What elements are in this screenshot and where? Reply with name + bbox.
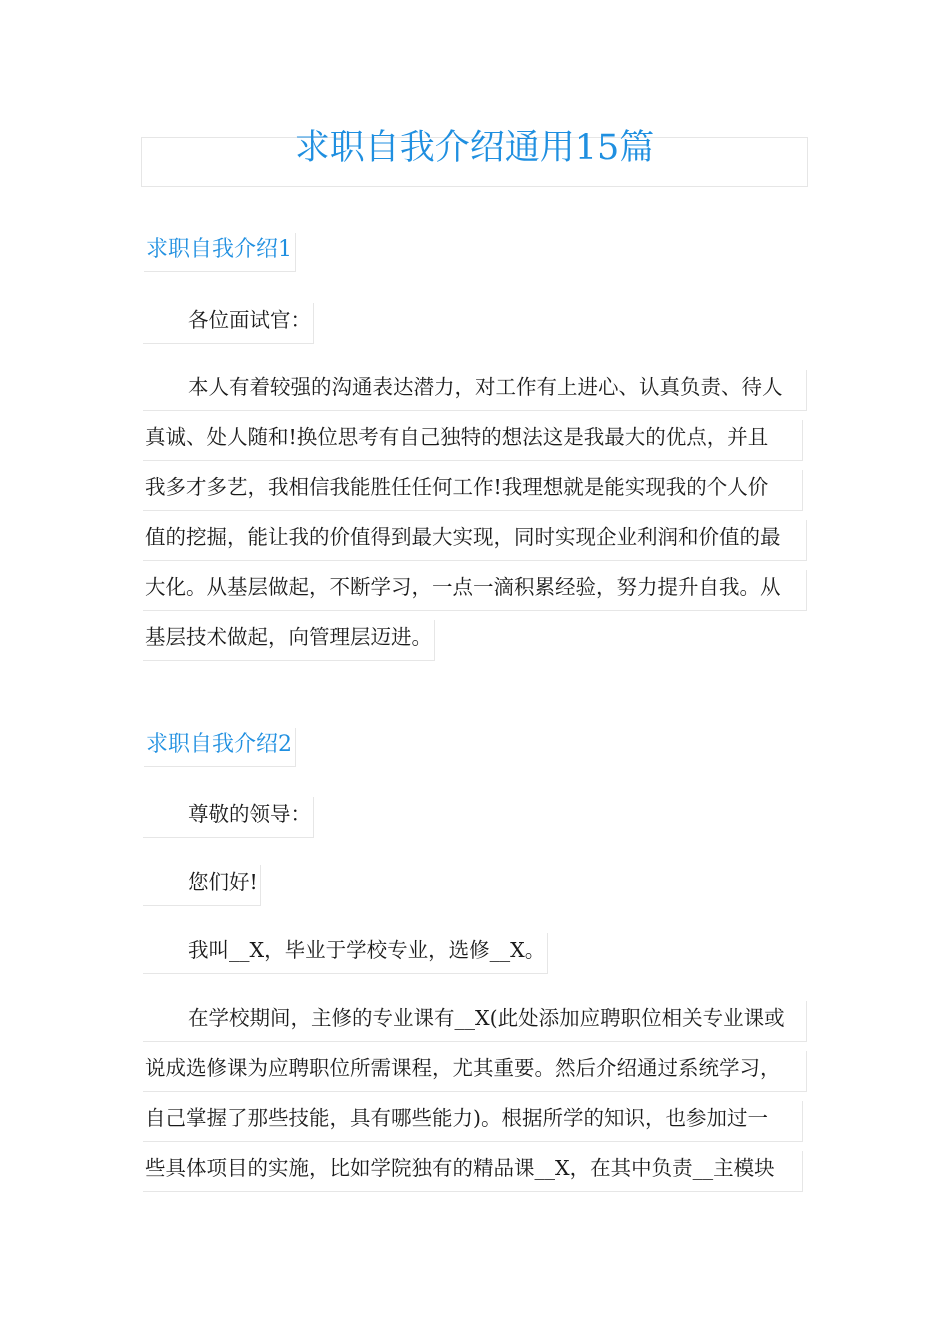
section-heading-1: 求职自我介绍1: [144, 233, 296, 272]
paragraph-line: 说成选修课为应聘职位所需课程，尤其重要。然后介绍通过系统学习，: [143, 1051, 807, 1092]
paragraph-line: 大化。从基层做起，不断学习，一点一滴积累经验，努力提升自我。从: [143, 570, 807, 611]
greeting-line: 您们好!: [143, 865, 261, 906]
document-title: 求职自我介绍通用15篇: [294, 128, 655, 168]
paragraph-line: 本人有着较强的沟通表达潜力，对工作有上进心、认真负责、待人: [143, 370, 807, 411]
paragraph-line: 在学校期间，主修的专业课有__X(此处添加应聘职位相关专业课或: [143, 1001, 807, 1042]
section-heading-2: 求职自我介绍2: [144, 728, 296, 767]
salutation-line: 尊敬的领导：: [143, 797, 314, 838]
salutation-line: 各位面试官：: [143, 303, 314, 344]
paragraph-line: 我叫__X，毕业于学校专业，选修__X。: [143, 933, 548, 974]
paragraph-line: 真诚、处人随和!换位思考有自己独特的想法这是我最大的优点，并且: [143, 420, 803, 461]
paragraph-line: 值的挖掘，能让我的价值得到最大实现，同时实现企业利润和价值的最: [143, 520, 807, 561]
paragraph-line: 基层技术做起，向管理层迈进。: [143, 620, 435, 661]
paragraph-line: 些具体项目的实施，比如学院独有的精品课__X，在其中负责__主模块: [143, 1151, 803, 1192]
paragraph-line: 我多才多艺，我相信我能胜任任何工作!我理想就是能实现我的个人价: [143, 470, 803, 511]
paragraph-line: 自己掌握了那些技能，具有哪些能力)。根据所学的知识，也参加过一: [143, 1101, 803, 1142]
